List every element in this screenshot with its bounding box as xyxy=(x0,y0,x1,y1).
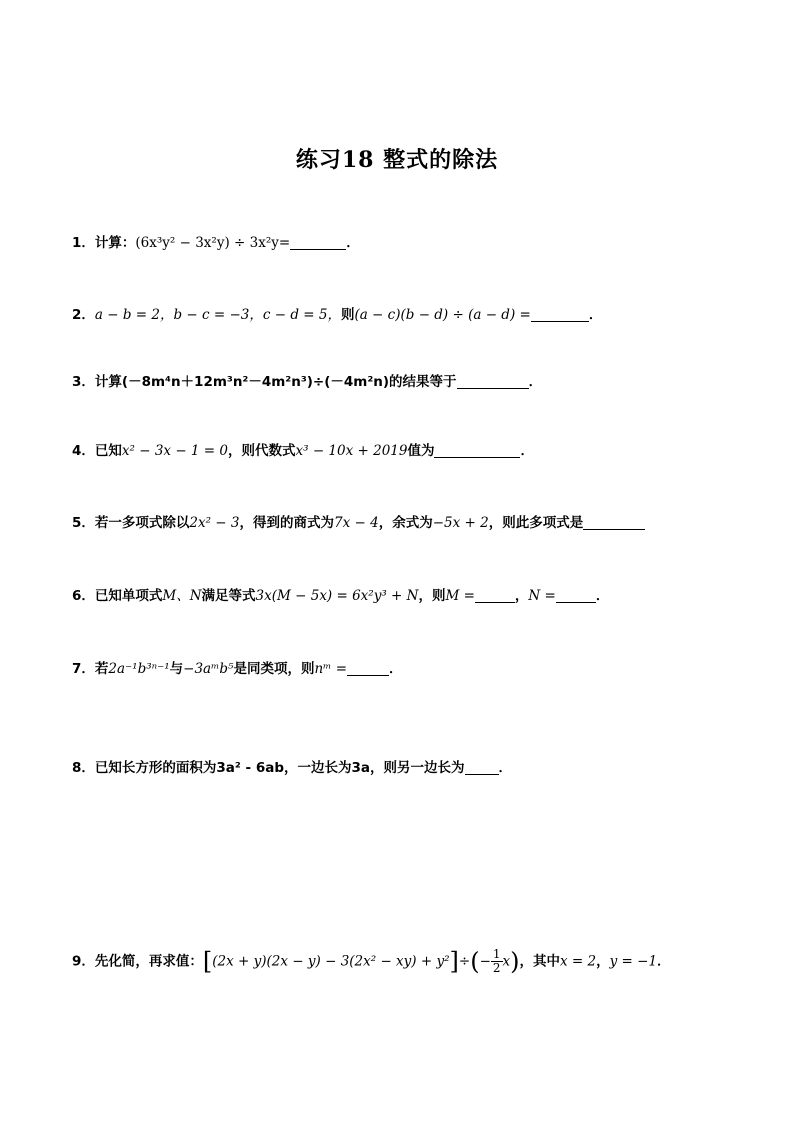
separator: ， xyxy=(596,953,610,970)
condition-x: x = 2 xyxy=(560,953,597,970)
fraction-denominator: 2 xyxy=(492,961,501,975)
math-expression: nᵐ = xyxy=(314,661,348,677)
period: ． xyxy=(346,235,360,251)
question-text: 先化简，再求值： xyxy=(94,953,203,970)
left-paren: ( xyxy=(470,947,480,976)
period: ． xyxy=(595,588,610,604)
math-expression: M、N xyxy=(162,588,202,604)
question-text: 若 xyxy=(94,661,109,677)
math-expression: 3x(M − 5x) = 6x²y³ + N xyxy=(255,588,419,604)
math-expression: M = xyxy=(445,588,475,604)
division-sign: ÷ xyxy=(458,953,471,970)
math-expression: 2x² − 3 xyxy=(189,515,240,531)
question-text: 是同类项，则 xyxy=(233,661,315,677)
page-title: 练习18 整式的除法 xyxy=(295,147,499,173)
math-expression: (6x³y² − 3x²y) ÷ 3x²y= xyxy=(135,235,291,251)
question-8 xyxy=(72,758,512,778)
question-text: 已知单项式 xyxy=(94,588,163,604)
question-2 xyxy=(72,305,602,325)
question-number: 4． xyxy=(72,443,95,459)
question-1 xyxy=(72,233,360,253)
fraction xyxy=(491,948,503,975)
question-text: ，余式为 xyxy=(378,515,433,531)
question-text: 值为 xyxy=(407,443,435,459)
answer-blank[interactable] xyxy=(531,307,589,322)
question-text: ，则 xyxy=(418,588,446,604)
math-expression: −3aᵐb⁵ xyxy=(183,661,234,677)
question-9 xyxy=(72,948,671,975)
variable-x: x xyxy=(502,953,511,970)
math-expression: a − b = 2，b − c = −3，c − d = 5， xyxy=(94,307,341,323)
answer-blank[interactable] xyxy=(583,515,645,530)
period: ． xyxy=(520,443,534,459)
math-expression: 2a⁻¹b³ⁿ⁻¹ xyxy=(108,661,170,677)
question-number: 6． xyxy=(72,588,95,604)
math-expression: x² − 3x − 1 = 0 xyxy=(121,443,228,459)
question-number: 1． xyxy=(72,235,95,251)
period: ． xyxy=(498,760,512,776)
question-text: ，其中 xyxy=(519,953,561,970)
question-text: 与 xyxy=(169,661,184,677)
right-paren: ) xyxy=(510,947,520,976)
minus-sign: − xyxy=(479,953,491,970)
question-text: 满足等式 xyxy=(201,588,256,604)
answer-blank[interactable] xyxy=(347,661,389,676)
question-text: 计算(－8m⁴n＋12m³n²－4m²n³)÷(－4m²n)的结果等于 xyxy=(94,374,457,390)
question-text: 计算： xyxy=(94,235,136,251)
question-number: 9． xyxy=(72,953,95,970)
question-text: ，则此多项式是 xyxy=(488,515,584,531)
question-number: 3． xyxy=(72,374,95,390)
question-3 xyxy=(72,372,542,392)
answer-blank-m[interactable] xyxy=(475,588,515,603)
question-7 xyxy=(72,659,403,679)
left-bracket: [ xyxy=(202,947,213,976)
question-number: 5． xyxy=(72,515,95,531)
math-expression: −5x + 2 xyxy=(432,515,489,531)
question-4 xyxy=(72,441,534,461)
question-number: 2． xyxy=(72,307,95,323)
question-5 xyxy=(72,513,645,533)
right-bracket: ] xyxy=(449,947,459,976)
period: ． xyxy=(657,953,671,970)
question-text: 已知长方形的面积为3a² - 6ab，一边长为3a，则另一边长为 xyxy=(94,760,465,776)
answer-blank-n[interactable] xyxy=(556,588,596,603)
question-6 xyxy=(72,586,609,606)
question-number: 7． xyxy=(72,661,95,677)
condition-y: y = −1 xyxy=(609,953,658,970)
question-text: 若一多项式除以 xyxy=(94,515,190,531)
answer-blank[interactable] xyxy=(290,235,346,250)
question-text: ，得到的商式为 xyxy=(239,515,335,531)
math-expression: x³ − 10x + 2019 xyxy=(295,443,408,459)
math-expression: (a − c)(b − d) ÷ (a − d) = xyxy=(354,307,531,323)
period: ． xyxy=(389,661,403,677)
period: ． xyxy=(528,374,543,390)
math-expression: (2x + y)(2x − y) − 3(2x² − xy) + y² xyxy=(212,953,450,970)
math-expression: 7x − 4 xyxy=(334,515,379,531)
answer-blank[interactable] xyxy=(457,374,529,389)
math-expression: N = xyxy=(528,588,556,604)
fraction-numerator: 1 xyxy=(492,947,501,961)
question-text: 则 xyxy=(340,307,355,323)
separator: ， xyxy=(514,588,529,604)
period: ． xyxy=(588,307,603,323)
question-text: 已知 xyxy=(94,443,122,459)
answer-blank[interactable] xyxy=(465,760,499,775)
answer-blank[interactable] xyxy=(434,443,520,458)
question-text: ，则代数式 xyxy=(228,443,296,459)
question-number: 8． xyxy=(72,760,95,776)
